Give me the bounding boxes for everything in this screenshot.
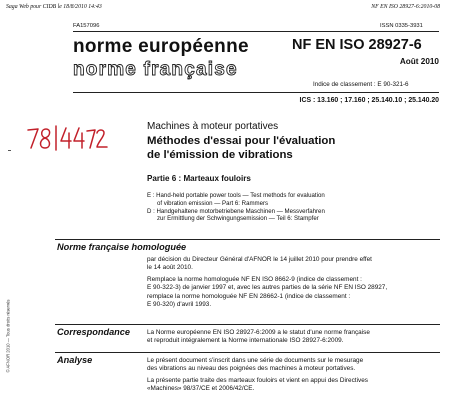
english-title-line1: E : Hand-held portable power tools — Test methods for evaluation	[147, 192, 325, 199]
analyse-p2-l2: «Machines» 98/37/CE et 2006/42/CE.	[147, 385, 255, 393]
fa-code: FA157096	[73, 23, 100, 29]
edge-mark	[8, 150, 11, 151]
homologuee-p1-l1: par décision du Directeur Général d'AFNOR le 14 juillet 2010 pour prendre effet	[147, 256, 372, 263]
norme-francaise-title: norme française	[73, 59, 238, 80]
norme-europeenne-title: norme européenne	[73, 36, 249, 57]
classement-index: Indice de classement : E 90-321-6	[313, 81, 409, 88]
correspondance-l1: La Norme européenne EN ISO 28927-6:2009 a le statut d'une norme française	[147, 329, 370, 336]
correspondance-text	[147, 329, 447, 346]
language-titles	[147, 192, 447, 223]
rule-correspondance	[55, 324, 440, 325]
homologuee-p2-l1: Remplace la norme homologuée NF EN ISO 8662-9 (indice de classement :	[147, 275, 362, 283]
standard-date: Août 2010	[399, 57, 439, 66]
rule-homologuee	[55, 239, 440, 240]
handwritten-annotation	[26, 124, 110, 152]
analyse-text	[147, 357, 447, 394]
german-title-line2: zur Ermittlung der Schwingungsemission — Teil 6: Stampfer	[157, 215, 319, 223]
homologuee-p1-l2: le 14 août 2010.	[147, 264, 193, 272]
section-head-homologuee: Norme française homologuée	[57, 242, 187, 252]
title-rule	[73, 92, 439, 93]
section-head-correspondance: Correspondance	[57, 327, 131, 337]
correspondance-l2: et reproduit intégralement la Norme internationale ISO 28927-6:2009.	[147, 337, 344, 345]
main-title-line1: Méthodes d'essai pour l'évaluation	[147, 135, 336, 147]
print-header-right: NF EN ISO 28927-6:2010-08	[371, 4, 440, 10]
analyse-p2-l1: La présente partie traite des marteaux fouloirs et vient en appui des Directives	[147, 376, 368, 384]
analyse-p1-l2: des vibrations au niveau des poignées des machines à moteur portatives.	[147, 365, 356, 373]
issn-code: ISSN 0335-3931	[380, 23, 423, 29]
english-title-line2: of vibration emission — Part 6: Rammers	[157, 199, 269, 207]
section-head-analyse: Analyse	[57, 355, 93, 365]
rule-analyse	[55, 352, 440, 353]
standard-number: NF EN ISO 28927-6	[292, 37, 422, 53]
part-title: Partie 6 : Marteaux fouloirs	[147, 174, 251, 183]
analyse-p1-l1: Le présent document s'inscrit dans une série de documents sur le mesurage	[147, 357, 364, 364]
homologuee-text	[147, 256, 447, 309]
top-rule	[73, 31, 439, 32]
homologuee-p2-l4: E 90-320) d'avril 1993.	[147, 301, 212, 309]
german-title-line1: D : Handgehaltene motorbetriebene Maschinen — Messverfahren	[147, 207, 325, 215]
print-header-left: Saga Web pour CIDB le 18/8/2010 14:43	[6, 4, 102, 10]
main-title-line2: de l'émission de vibrations	[147, 149, 293, 161]
ics-codes: ICS : 13.160 ; 17.160 ; 25.140.10 ; 25.140.20	[299, 97, 439, 104]
homologuee-p2-l2: E 90-322-3) de janvier 1997 et, avec les autres parties de la série NF EN ISO 28927,	[147, 284, 388, 292]
category-title: Machines à moteur portatives	[147, 121, 279, 132]
copyright-side-note: © AFNOR 2010 — Tous droits réservés	[5, 299, 11, 373]
homologuee-p2-l3: remplace la norme homologuée NF EN 28662-1 (indice de classement :	[147, 292, 351, 300]
